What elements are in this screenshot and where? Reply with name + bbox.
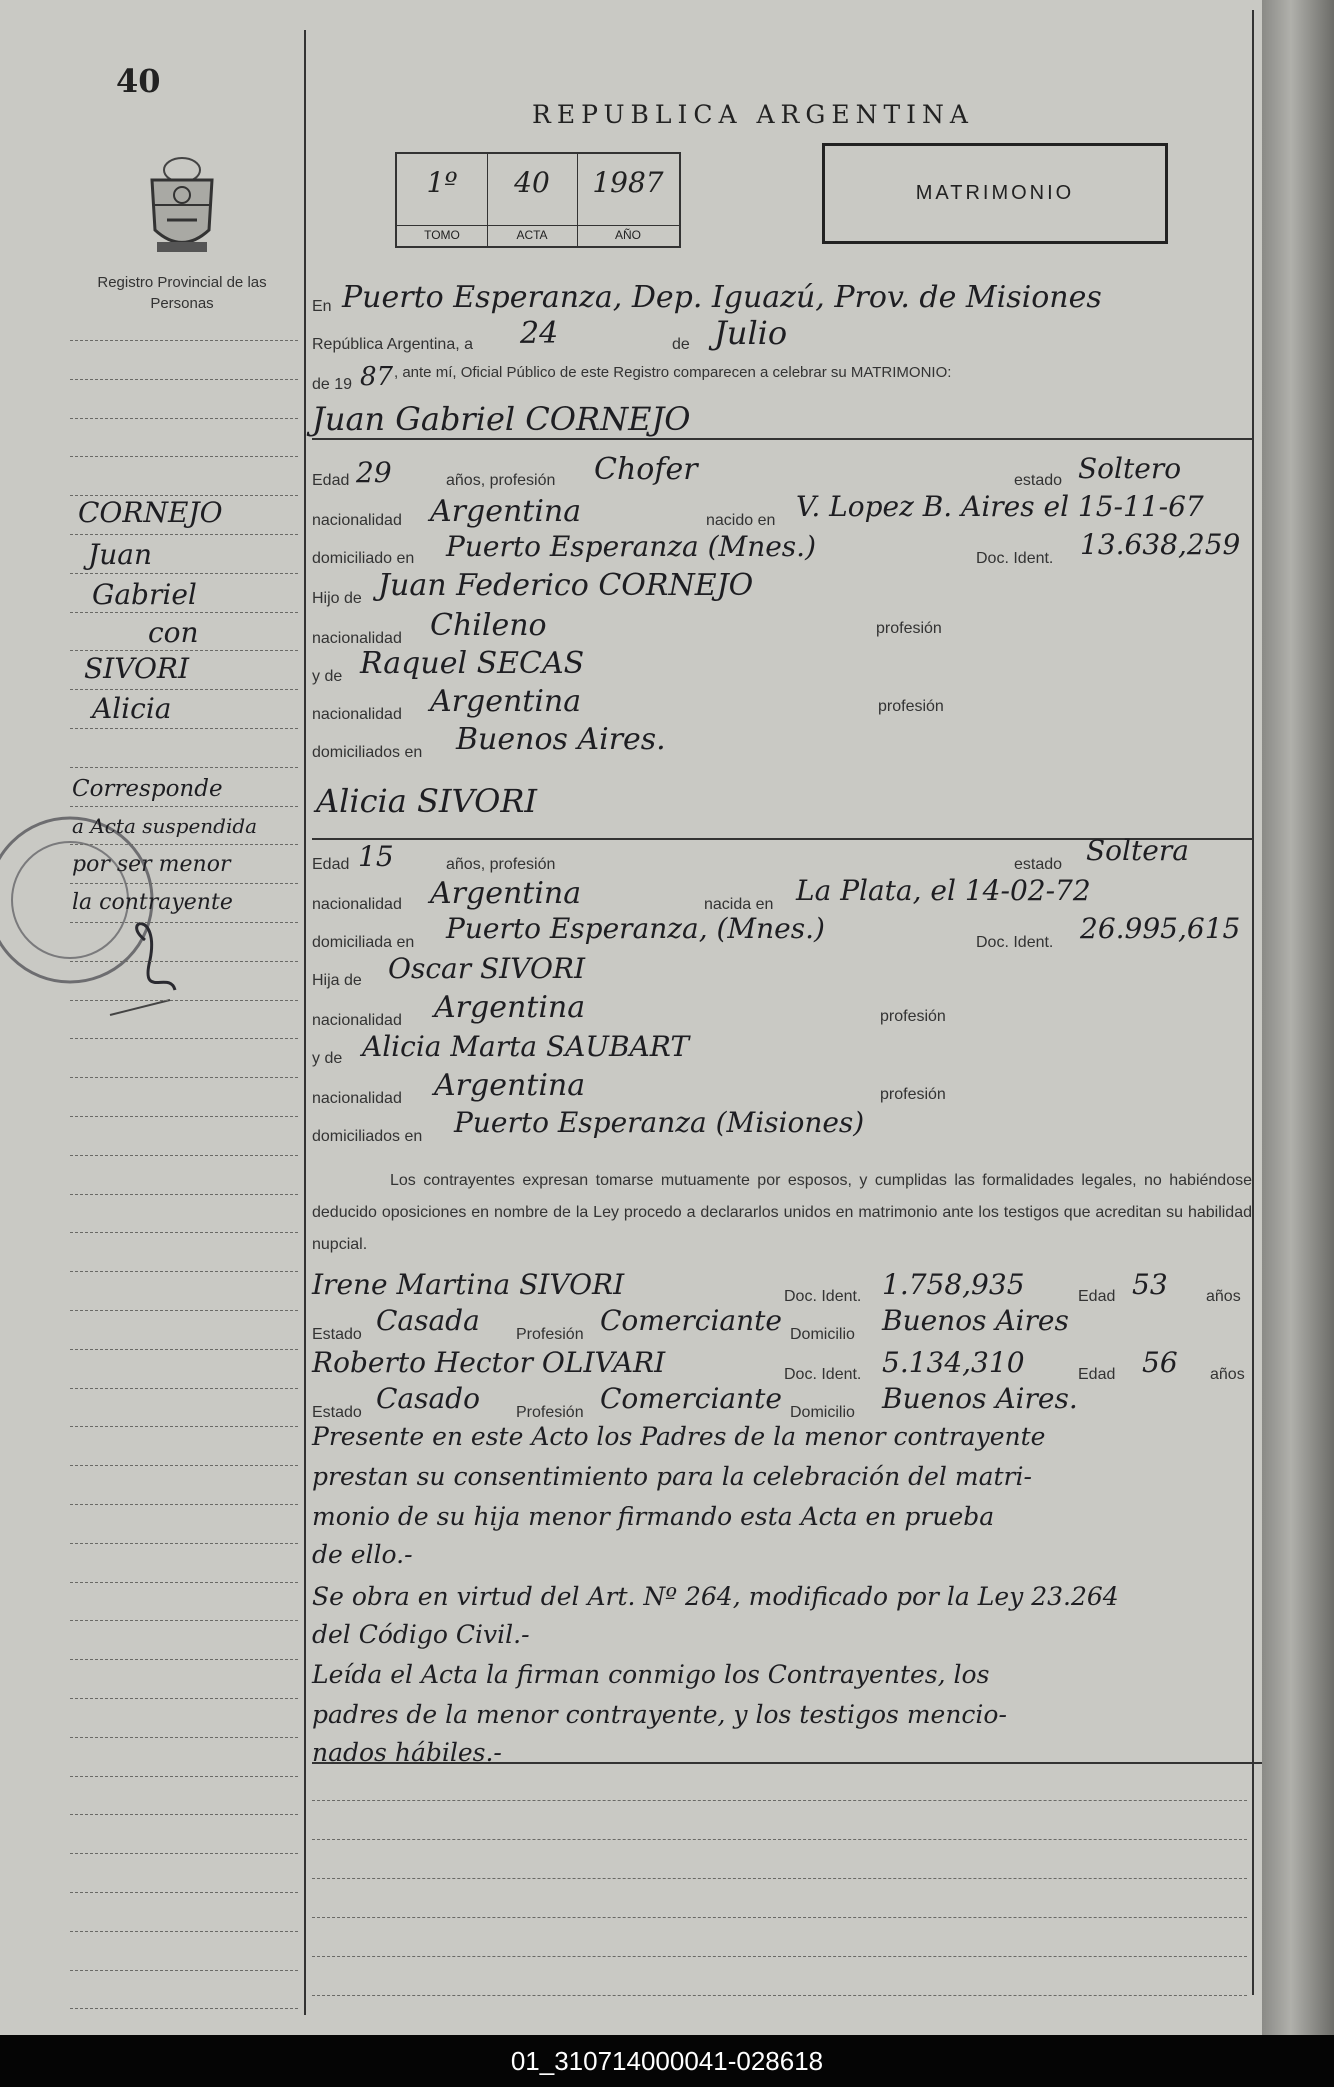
bride-mother: Alicia Marta SAUBART — [362, 1030, 690, 1063]
sidebar-rule — [70, 1310, 298, 1311]
note-line: monio de su hija menor firmando esta Acta en prueba — [312, 1502, 995, 1531]
day-value: 24 — [520, 316, 559, 351]
witness-name: Irene Martina SIVORI — [312, 1268, 625, 1301]
bride-doc: 26.995,615 — [1080, 912, 1241, 945]
witness-doc: 1.758,935 — [882, 1268, 1025, 1301]
acta-value: 40 — [514, 166, 550, 199]
sidebar-name-line: CORNEJO — [78, 496, 223, 529]
sidebar-name-line: Gabriel — [92, 578, 197, 611]
en-label: En — [312, 298, 332, 315]
sidebar-divider — [304, 30, 306, 2015]
witness-age: 56 — [1142, 1346, 1178, 1379]
sidebar-rule — [70, 1776, 298, 1777]
groom-father: Juan Federico CORNEJO — [378, 568, 754, 603]
note-line: del Código Civil.- — [312, 1620, 530, 1649]
sidebar-rule — [70, 961, 298, 962]
bride-father-label: Hija de — [312, 972, 362, 989]
sidebar-name-line: Alicia — [92, 692, 172, 725]
sidebar-rule — [70, 1271, 298, 1272]
tomo-cell — [397, 154, 488, 246]
note-line: Presente en este Acto los Padres de la menor contrayente — [312, 1422, 1046, 1451]
sidebar-rule — [70, 573, 298, 574]
sidebar-rule — [70, 1620, 298, 1621]
groom-name-underline — [312, 438, 1252, 440]
groom-nationality-label: nacionalidad — [312, 512, 402, 529]
witness-age: 53 — [1132, 1268, 1168, 1301]
sidebar-rule — [70, 534, 298, 535]
sidebar-rule — [70, 1737, 298, 1738]
note-line: Leída el Acta la firman conmigo los Contrayentes, los — [312, 1660, 990, 1689]
bride-nationality-label: nacionalidad — [312, 896, 402, 913]
bride-mother-nationality-label: nacionalidad — [312, 1090, 402, 1107]
witness-domicilio-label: Domicilio — [790, 1404, 855, 1421]
note-line: de ello.- — [312, 1540, 413, 1569]
witness-status: Casada — [376, 1304, 480, 1337]
sidebar-rule — [70, 883, 298, 884]
note-line: prestan su consentimiento para la celebración del matri- — [312, 1462, 1032, 1491]
bride-mother-label: y de — [312, 1050, 343, 1067]
republica-label: República Argentina, a — [312, 336, 473, 353]
witness-edad-label: Edad — [1078, 1366, 1116, 1383]
sidebar-rule — [70, 1232, 298, 1233]
bride-civil-status: Soltera — [1086, 834, 1189, 867]
acta-label: ACTA — [487, 225, 577, 242]
sidebar-rule — [70, 1698, 298, 1699]
groom-father-label: Hijo de — [312, 590, 362, 607]
sidebar-rule — [70, 1931, 298, 1932]
groom-birthplace: V. Lopez B. Aires el 15-11-67 — [796, 490, 1204, 523]
groom-father-profession-label: profesión — [876, 620, 942, 637]
sidebar-rule — [70, 1077, 298, 1078]
groom-doc-label: Doc. Ident. — [976, 550, 1054, 567]
sidebar-rule — [70, 689, 298, 690]
bride-address-label: domiciliada en — [312, 934, 415, 951]
bride-mother-nationality: Argentina — [434, 1068, 586, 1103]
ano-value: 1987 — [592, 166, 664, 199]
groom-doc: 13.638,259 — [1080, 528, 1241, 561]
bride-estado-label: estado — [1014, 856, 1063, 873]
sidebar-rule — [70, 1853, 298, 1854]
blank-rule — [312, 1839, 1247, 1840]
groom-prof-label: años, profesión — [446, 472, 556, 489]
bride-doc-label: Doc. Ident. — [976, 934, 1054, 951]
witness-profession: Comerciante — [600, 1382, 782, 1415]
sidebar-rule — [70, 1116, 298, 1117]
sidebar-rule — [70, 379, 298, 380]
groom-parents-address-label: domiciliados en — [312, 744, 423, 761]
bride-born-label: nacida en — [704, 896, 774, 913]
groom-mother-profession-label: profesión — [878, 698, 944, 715]
groom-mother-label: y de — [312, 668, 343, 685]
sidebar-rule — [70, 806, 298, 807]
groom-born-label: nacido en — [706, 512, 776, 529]
sidebar-rule — [70, 1659, 298, 1660]
sidebar-rule — [70, 1038, 298, 1039]
witness-doc: 5.134,310 — [882, 1346, 1025, 1379]
page-title: REPUBLICA ARGENTINA — [532, 100, 974, 129]
registry-label: Registro Provincial de las Personas — [97, 274, 267, 312]
bride-address: Puerto Esperanza, (Mnes.) — [446, 912, 825, 945]
bride-age: 15 — [358, 840, 394, 873]
record-type-box: MATRIMONIO — [822, 143, 1168, 244]
year-label: de 19 — [312, 376, 353, 393]
witness-doc-label: Doc. Ident. — [784, 1366, 862, 1383]
place-value: Puerto Esperanza, Dep. Iguazú, Prov. de Misiones — [342, 280, 1102, 315]
groom-name: Juan Gabriel CORNEJO — [312, 400, 691, 438]
witness-profesion-label: Profesión — [516, 1326, 584, 1343]
groom-father-nationality: Chileno — [430, 608, 547, 643]
groom-parents-address: Buenos Aires. — [456, 722, 666, 757]
sidebar-name-line: con — [148, 616, 199, 649]
statement-text: Los contrayentes expresan tomarse mutuamente por esposos, y cumplidas las formalidades legales, no habiéndose deducido oposiciones en nombre de la Ley procedo a declararlos unidos en matrimonio ante los testigos que acreditan su habilidad nupcial. — [312, 1172, 1252, 1253]
bride-parents-address-label: domiciliados en — [312, 1128, 423, 1145]
bride-father-profession-label: profesión — [880, 1008, 946, 1025]
groom-civil-status: Soltero — [1078, 452, 1182, 485]
bride-father-nationality: Argentina — [434, 990, 586, 1025]
sidebar-rule — [70, 1349, 298, 1350]
sidebar-rule — [70, 340, 298, 341]
sidebar-rule — [70, 1504, 298, 1505]
sidebar-rule — [70, 2008, 298, 2009]
blank-rule — [312, 1956, 1247, 1957]
sidebar-rule — [70, 1388, 298, 1389]
witness-status: Casado — [376, 1382, 480, 1415]
groom-edad-label: Edad — [312, 472, 350, 489]
bride-birthplace: La Plata, el 14-02-72 — [796, 874, 1091, 907]
bride-name: Alicia SIVORI — [316, 782, 538, 820]
marriage-statement — [312, 1165, 1252, 1261]
sidebar-rule — [70, 418, 298, 419]
registry-box — [395, 152, 681, 248]
groom-age: 29 — [356, 456, 392, 489]
de-label: de — [672, 336, 690, 353]
witness-anos-label: años — [1206, 1288, 1241, 1305]
sidebar-note-line: la contrayente — [72, 890, 233, 915]
witness-address: Buenos Aires. — [882, 1382, 1078, 1415]
witness-anos-label: años — [1210, 1366, 1245, 1383]
groom-address-label: domiciliado en — [312, 550, 415, 567]
sidebar-rule — [70, 728, 298, 729]
bride-parents-address: Puerto Esperanza (Misiones) — [454, 1106, 865, 1139]
bride-edad-label: Edad — [312, 856, 350, 873]
year-value: 87 — [360, 362, 394, 392]
tomo-value: 1º — [426, 166, 458, 199]
witness-domicilio-label: Domicilio — [790, 1326, 855, 1343]
sidebar-rule — [70, 767, 298, 768]
coat-of-arms-icon — [137, 150, 227, 260]
sidebar-name-line: Juan — [88, 538, 152, 571]
sidebar-rule — [70, 612, 298, 613]
right-margin-line — [1252, 10, 1254, 1995]
bride-father-nationality-label: nacionalidad — [312, 1012, 402, 1029]
groom-mother-nationality-label: nacionalidad — [312, 706, 402, 723]
month-value: Julio — [714, 314, 788, 352]
witness-profesion-label: Profesión — [516, 1404, 584, 1421]
note-line: nados hábiles.- — [312, 1738, 502, 1767]
sidebar-name-line: SIVORI — [84, 652, 190, 685]
sidebar-rule — [70, 1426, 298, 1427]
groom-father-nationality-label: nacionalidad — [312, 630, 402, 647]
bride-mother-profession-label: profesión — [880, 1086, 946, 1103]
blank-rule — [312, 1917, 1247, 1918]
sidebar-rule — [70, 1814, 298, 1815]
intro-text: , ante mí, Oficial Público de este Registro comparecen a celebrar su MATRIMONIO: — [394, 364, 952, 381]
witness-doc-label: Doc. Ident. — [784, 1288, 862, 1305]
tomo-label: TOMO — [397, 225, 487, 242]
note-line: Se obra en virtud del Art. Nº 264, modificado por la Ley 23.264 — [312, 1582, 1119, 1611]
sidebar-note-line: a Acta suspendida — [72, 814, 258, 838]
witness-address: Buenos Aires — [882, 1304, 1069, 1337]
footer-id: 01_310714000041-028618 — [0, 2035, 1334, 2087]
groom-nationality: Argentina — [430, 494, 582, 529]
witness-edad-label: Edad — [1078, 1288, 1116, 1305]
sidebar-rule — [70, 1892, 298, 1893]
groom-estado-label: estado — [1014, 472, 1063, 489]
sidebar-rule — [70, 456, 298, 457]
blank-rule — [312, 1995, 1247, 1996]
sidebar-rule — [70, 1543, 298, 1544]
sidebar-rule — [70, 1970, 298, 1971]
witness-name: Roberto Hector OLIVARI — [312, 1346, 666, 1379]
groom-address: Puerto Esperanza (Mnes.) — [446, 530, 816, 563]
sidebar-rule — [70, 922, 298, 923]
bride-nationality: Argentina — [430, 876, 582, 911]
page-number: 40 — [116, 62, 161, 100]
witness-estado-label: Estado — [312, 1326, 362, 1343]
bride-prof-label: años, profesión — [446, 856, 556, 873]
sidebar-note-line: Corresponde — [72, 776, 223, 802]
blank-rule — [312, 1878, 1247, 1879]
sidebar-rule — [70, 1465, 298, 1466]
witness-estado-label: Estado — [312, 1404, 362, 1421]
ano-label: AÑO — [577, 225, 679, 242]
sidebar-rule — [70, 1194, 298, 1195]
sidebar-rule — [70, 1155, 298, 1156]
page-edge — [1262, 0, 1334, 2035]
groom-mother: Raquel SECAS — [360, 646, 585, 681]
sidebar-rule — [70, 1000, 298, 1001]
acta-cell — [487, 154, 578, 246]
groom-profession: Chofer — [594, 452, 698, 487]
groom-mother-nationality: Argentina — [430, 684, 582, 719]
blank-rule — [312, 1800, 1247, 1801]
ano-cell — [577, 154, 679, 246]
note-line: padres de la menor contrayente, y los testigos mencio- — [312, 1700, 1007, 1729]
sidebar-note-line: por ser menor — [72, 852, 231, 877]
witness-profession: Comerciante — [600, 1304, 782, 1337]
sidebar-rule — [70, 844, 298, 845]
sidebar-rule — [70, 1582, 298, 1583]
bride-father: Oscar SIVORI — [388, 952, 586, 985]
